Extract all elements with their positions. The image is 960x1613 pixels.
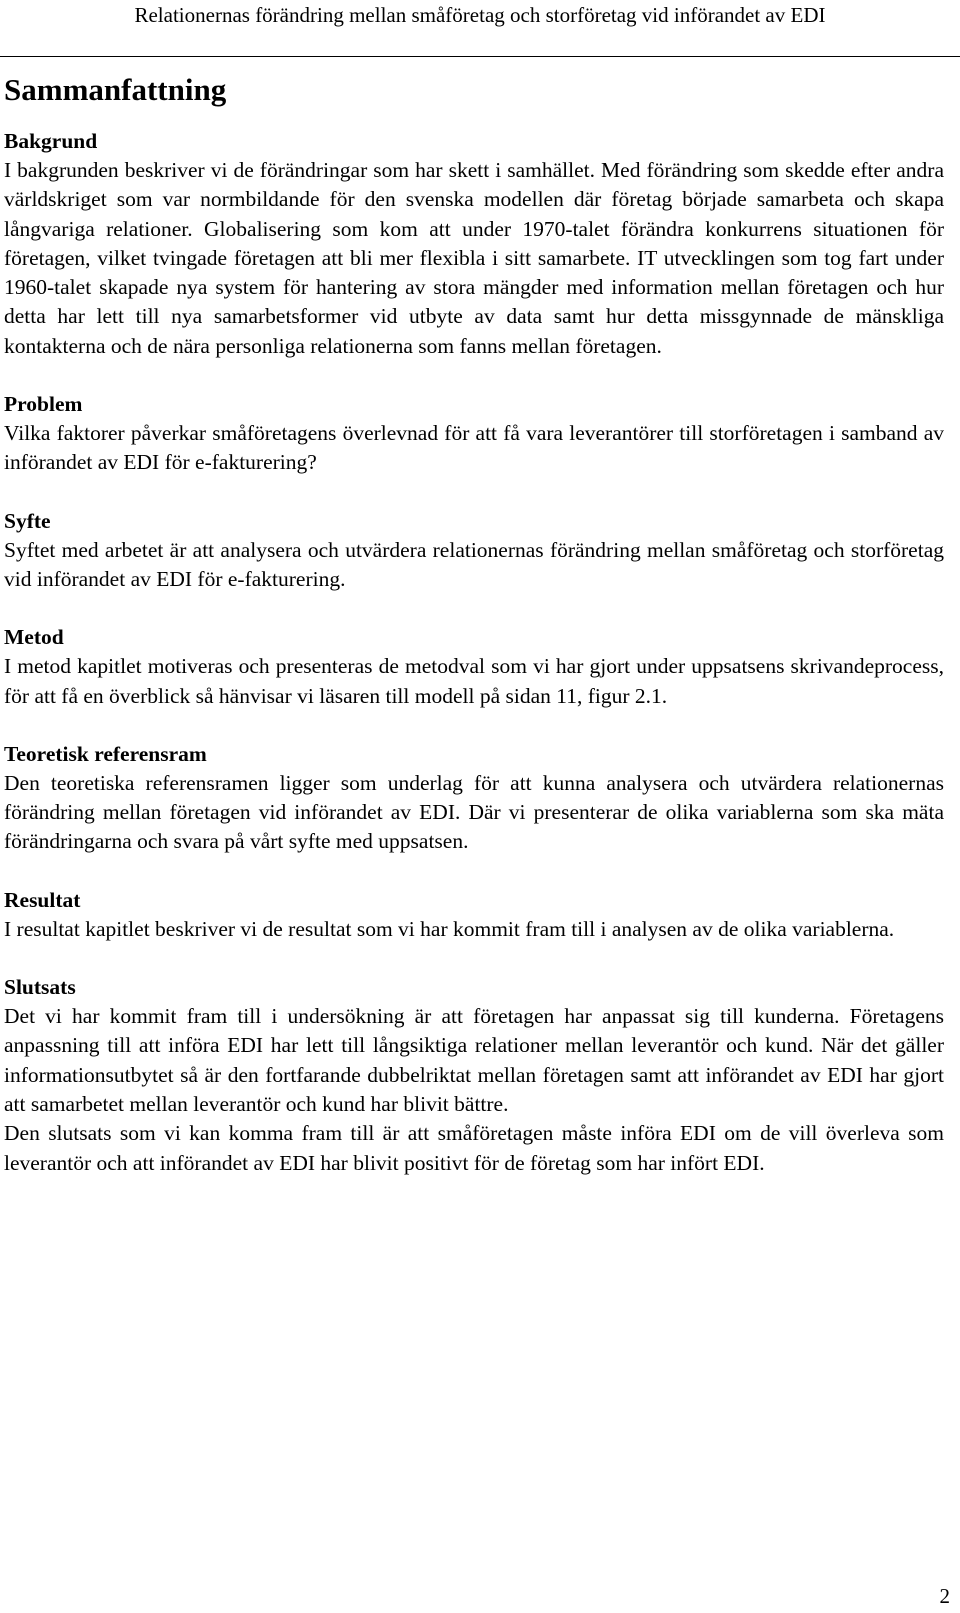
section-paragraph: I metod kapitlet motiveras och presenteras de metodval som vi har gjort under uppsatsens skrivandeprocess, för att få en överblick så hänvisar vi läsaren till modell på sidan 11, figur 2.1. [4, 654, 944, 708]
section-syfte [4, 506, 944, 595]
section-metod [4, 622, 944, 711]
section-paragraph: I bakgrunden beskriver vi de förändringar som har skett i samhället. Med förändring som skedde efter andra världskriget som var normbildande för den svenska modellen där företag började samarbeta och skapa långvariga relationer. Globalisering som kom att under 1970-talet förändra konkurrens situationen för företagen, vilket tvingade företagen att bli mer flexibla i sitt samarbete. IT utvecklingen som tog fart under 1960-talet skapade nya system för hantering av stora mängder med information mellan företagen och hur detta har lett till nya samarbetsformer vid utbyte av data samt hur detta missgynnade de mänskliga kontakterna och de nära personliga relationerna som fanns mellan företagen. [4, 158, 944, 358]
section-heading: Bakgrund [4, 129, 98, 153]
running-title: Relationernas förändring mellan småföretag och storföretag vid införandet av EDI [134, 3, 826, 27]
section-teoretisk-referensram [4, 739, 944, 857]
section-paragraph: Den teoretiska referensramen ligger som underlag för att kunna analysera och utvärdera relationernas förändring mellan företagen vid införandet av EDI. Där vi presenterar de olika variablerna som ska mäta förändringarna och svara på vårt syfte med uppsatsen. [4, 770, 944, 854]
running-header [0, 0, 960, 57]
section-bakgrund [4, 126, 944, 361]
section-paragraph: Vilka faktorer påverkar småföretagens överlevnad för att få vara leverantörer till storföretagen i samband av införandet av EDI för e-fakturering? [4, 421, 944, 475]
section-heading: Slutsats [4, 975, 76, 1000]
section-heading: Teoretisk referensram [4, 741, 207, 766]
section-heading: Syfte [4, 508, 51, 533]
section-slutsats [4, 972, 944, 1178]
section-paragraph: Den slutsats som vi kan komma fram till är att småföretagen måste införa EDI om de vill överleva som leverantör och att införandet av EDI har blivit positivt för de företag som har infört EDI. [4, 1121, 944, 1175]
section-heading: Problem [4, 392, 83, 417]
section-paragraph: Det vi har kommit fram till i undersökning är att företagen har anpassat sig till kunderna. Företagens anpassning till att införa EDI har lett till långsiktiga relationer mellan leverantör och kund. När det gäller informationsutbytet så är den fortfarande dubbelriktat mellan företagen samt att införandet av EDI har gjort att samarbetet mellan leverantör och kund har blivit bättre. [4, 1004, 944, 1116]
document-body [4, 68, 944, 1206]
section-heading: Metod [4, 625, 64, 650]
page-title: Sammanfattning [4, 72, 227, 107]
section-paragraph: I resultat kapitlet beskriver vi de resultat som vi har kommit fram till i analysen av de olika variablerna. [4, 916, 895, 941]
section-paragraph: Syftet med arbetet är att analysera och utvärdera relationernas förändring mellan småföretag och storföretag vid införandet av EDI för e-fakturering. [4, 537, 944, 591]
section-heading: Resultat [4, 887, 81, 912]
section-resultat [4, 885, 944, 944]
page-number: 2 [939, 1584, 950, 1608]
section-problem [4, 389, 944, 478]
